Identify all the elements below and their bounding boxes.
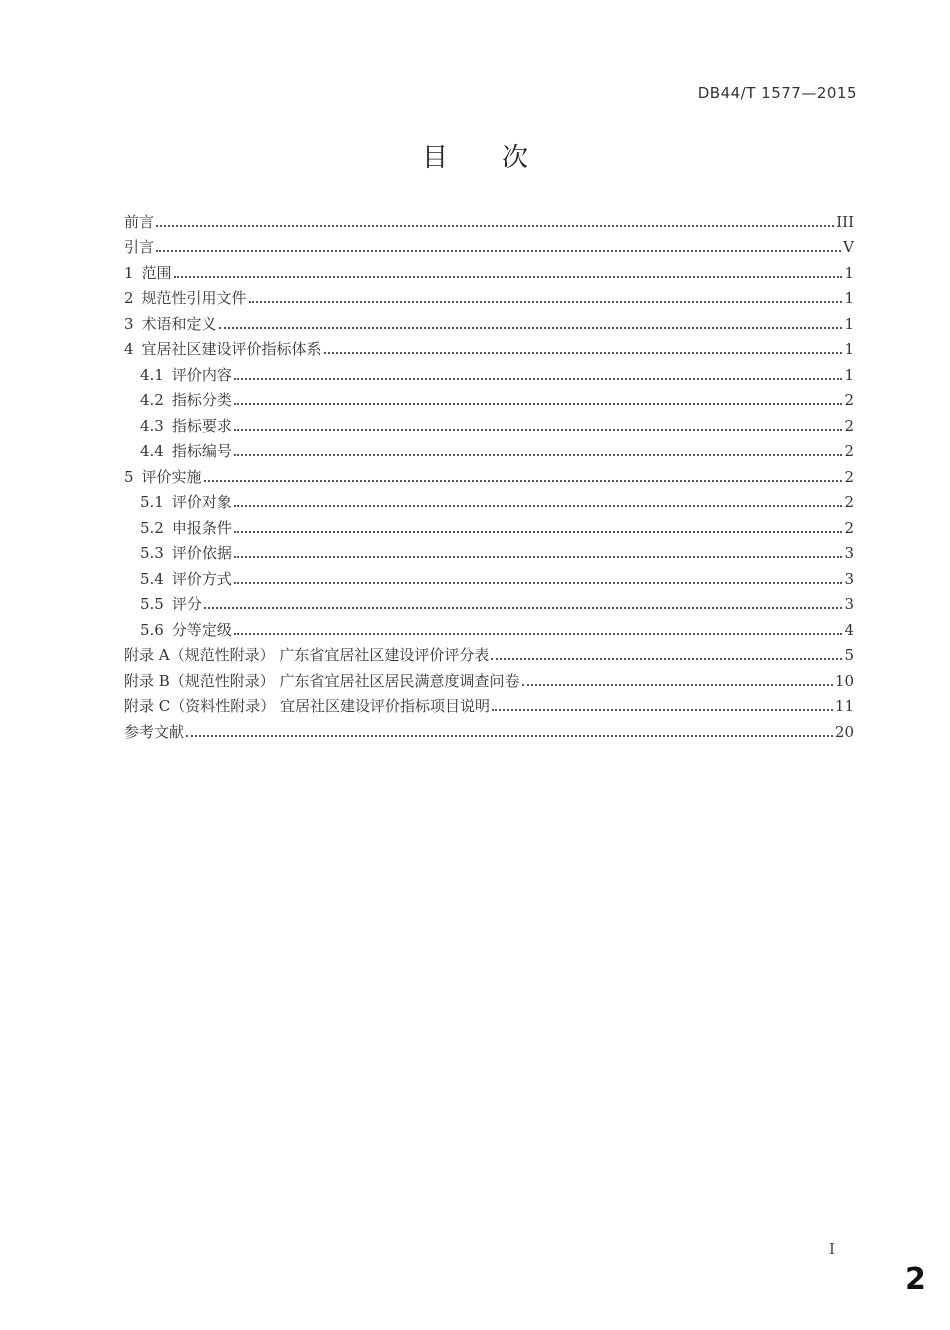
toc-entry-page: 2	[844, 442, 854, 460]
toc-entry-page: 1	[844, 263, 854, 282]
toc-entry-number: 5	[124, 467, 134, 486]
toc-entry-page: III	[836, 212, 854, 231]
toc-leader-dots	[234, 505, 843, 507]
toc-entry-label	[124, 264, 172, 282]
toc-entry-appendix-c[interactable]	[124, 690, 854, 716]
toc-entry-label	[140, 442, 232, 460]
toc-entry-label: 附录 A（规范性附录） 广东省宜居社区建设评价评分表	[124, 646, 490, 664]
toc-entry-label	[140, 417, 232, 435]
toc-entry-label	[124, 340, 322, 358]
toc-entry-number: 1	[124, 263, 134, 282]
toc-entry-5-6[interactable]	[124, 613, 854, 639]
toc-leader-dots	[234, 531, 843, 533]
toc-entry-label	[140, 366, 232, 384]
toc-entry-1[interactable]	[124, 256, 854, 282]
toc-entry-introduction[interactable]	[124, 231, 854, 257]
toc-leader-dots	[492, 709, 833, 711]
toc-entry-page: 3	[844, 595, 854, 613]
toc-entry-label: 引言	[124, 238, 155, 256]
toc-leader-dots	[186, 735, 833, 737]
toc-entry-number: 5.2	[140, 518, 164, 537]
toc-entry-5-2[interactable]	[124, 511, 854, 537]
scan-page-number: 2	[905, 1262, 926, 1297]
toc-leader-dots	[234, 556, 843, 558]
toc-entry-page: 1	[844, 340, 854, 358]
toc-entry-label	[140, 595, 202, 613]
toc-entry-4-4[interactable]	[124, 435, 854, 461]
toc-leader-dots	[234, 429, 843, 431]
toc-entry-page: 2	[844, 493, 854, 511]
toc-entry-label	[140, 519, 232, 537]
toc-entry-page: 1	[844, 314, 854, 333]
toc-entry-number: 3	[124, 314, 134, 333]
toc-entry-references[interactable]	[124, 715, 854, 741]
toc-entry-number: 4.3	[140, 416, 164, 435]
toc-entry-text: 范围	[141, 263, 172, 282]
toc-leader-dots	[234, 582, 843, 584]
toc-entry-label	[140, 391, 232, 409]
toc-entry-appendix-b[interactable]	[124, 664, 854, 690]
toc-entry-4-3[interactable]	[124, 409, 854, 435]
toc-entry-label	[140, 544, 232, 562]
toc-leader-dots	[234, 403, 843, 405]
toc-entry-page: 2	[844, 467, 854, 486]
toc-entry-text: 规范性引用文件	[141, 289, 247, 307]
toc-entry-text: 评价对象	[171, 493, 232, 511]
toc-leader-dots	[249, 301, 843, 303]
toc-entry-label	[140, 570, 232, 588]
toc-leader-dots	[204, 480, 843, 482]
toc-entry-page: 5	[844, 646, 854, 664]
toc-entry-appendix-a[interactable]	[124, 639, 854, 665]
toc-entry-text: 术语和定义	[141, 314, 217, 333]
toc-entry-text: 申报条件	[171, 518, 232, 537]
toc-entry-page: 3	[844, 569, 854, 588]
toc-leader-dots	[156, 225, 834, 227]
toc-entry-5-3[interactable]	[124, 537, 854, 563]
toc-entry-label	[124, 468, 202, 486]
toc-entry-page: 11	[834, 697, 854, 715]
toc-entry-page: 4	[844, 620, 854, 639]
toc-entry-4-1[interactable]	[124, 358, 854, 384]
toc-leader-dots	[522, 684, 833, 686]
toc-entry-5-1[interactable]	[124, 486, 854, 512]
toc-entry-5-4[interactable]	[124, 562, 854, 588]
toc-entry-number: 4	[124, 340, 134, 358]
toc-entry-text: 评价实施	[141, 467, 202, 486]
toc-entry-label	[140, 493, 232, 511]
toc-entry-text: 评价依据	[171, 544, 232, 562]
toc-entry-2[interactable]	[124, 282, 854, 308]
toc-leader-dots	[156, 250, 841, 252]
toc-entry-label: 附录 B（规范性附录） 广东省宜居社区居民满意度调查问卷	[124, 671, 520, 690]
toc-entry-label	[140, 621, 232, 639]
toc-entry-3[interactable]	[124, 307, 854, 333]
toc-leader-dots	[204, 607, 843, 609]
toc-entry-4-2[interactable]	[124, 384, 854, 410]
table-of-contents	[124, 205, 854, 741]
page-number: I	[829, 1240, 835, 1258]
toc-entry-page: V	[843, 238, 854, 256]
toc-entry-text: 评价方式	[171, 569, 232, 588]
toc-entry-5[interactable]	[124, 460, 854, 486]
toc-entry-page: 2	[844, 518, 854, 537]
toc-entry-number: 5.5	[140, 595, 164, 613]
toc-leader-dots	[174, 276, 843, 278]
toc-entry-page: 1	[844, 289, 854, 307]
toc-leader-dots	[234, 454, 843, 456]
toc-leader-dots	[324, 352, 843, 354]
toc-entry-5-5[interactable]	[124, 588, 854, 614]
toc-entry-text: 评价内容	[171, 365, 232, 384]
toc-entry-page: 20	[834, 722, 854, 741]
toc-entry-label: 前言	[124, 212, 155, 231]
toc-entry-text: 指标编号	[171, 442, 232, 460]
toc-entry-label	[124, 289, 247, 307]
toc-entry-number: 5.1	[140, 493, 164, 511]
toc-entry-number: 4.2	[140, 391, 164, 409]
toc-entry-page: 1	[844, 365, 854, 384]
toc-entry-4[interactable]	[124, 333, 854, 359]
toc-entry-page: 10	[834, 671, 854, 690]
toc-entry-label: 附录 C（资料性附录） 宜居社区建设评价指标项目说明	[124, 697, 491, 715]
toc-entry-text: 评分	[171, 595, 202, 613]
toc-entry-text: 宜居社区建设评价指标体系	[141, 340, 322, 358]
toc-entry-page: 2	[844, 416, 854, 435]
toc-entry-text: 指标要求	[171, 416, 232, 435]
toc-entry-page: 3	[844, 544, 854, 562]
toc-leader-dots	[491, 658, 842, 660]
page-title: 目次	[421, 143, 582, 173]
toc-leader-dots	[234, 633, 843, 635]
toc-entry-number: 5.6	[140, 620, 164, 639]
toc-entry-number: 4.1	[140, 365, 164, 384]
toc-entry-number: 4.4	[140, 442, 164, 460]
toc-entry-label	[124, 315, 217, 333]
toc-entry-page: 2	[844, 391, 854, 409]
toc-leader-dots	[234, 378, 843, 380]
toc-entry-label: 参考文献	[124, 722, 185, 741]
standard-code: DB44/T 1577—2015	[697, 84, 857, 102]
toc-entry-number: 2	[124, 289, 134, 307]
toc-entry-foreword[interactable]	[124, 205, 854, 231]
toc-entry-text: 指标分类	[171, 391, 232, 409]
toc-leader-dots	[219, 327, 843, 329]
toc-entry-number: 5.3	[140, 544, 164, 562]
toc-entry-text: 分等定级	[171, 620, 232, 639]
toc-entry-number: 5.4	[140, 569, 164, 588]
